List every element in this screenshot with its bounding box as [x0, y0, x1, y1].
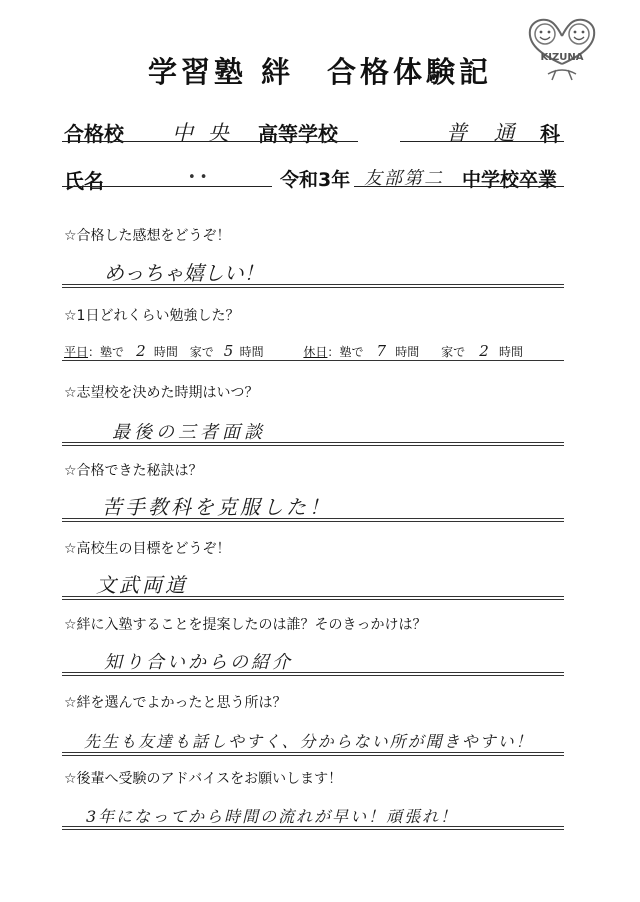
weekday-label: 平日	[64, 345, 89, 359]
question-4: ☆合格できた秘訣は？	[64, 463, 203, 479]
answer-8: 3年になってから時間の流れが早い！頑張れ！	[86, 807, 459, 826]
answer-4: 苦手教科を克服した！	[102, 495, 332, 519]
kizuna-logo	[522, 14, 602, 84]
question-1: ☆合格した感想をどうぞ！	[64, 228, 231, 244]
answer-3: 最後の三者面談	[112, 422, 266, 443]
course-name: 普 通	[446, 121, 525, 145]
course-suffix: 科	[540, 122, 560, 146]
holiday-juku-hours: 7	[376, 342, 387, 360]
question-8: ☆後輩へ受験のアドバイスをお願いします！	[64, 771, 343, 787]
answer-5: 文武両道	[96, 573, 188, 597]
question-5: ☆高校生の目標をどうぞ！	[64, 541, 231, 557]
question-7: ☆絆を選んでよかったと思う所は？	[64, 695, 287, 711]
answer-1: めっちゃ嬉しい！	[104, 261, 264, 285]
school-type: 高等学校	[258, 122, 338, 146]
school-label: 合格校	[64, 122, 124, 146]
holiday-label: 休日	[303, 345, 328, 359]
junior-high-name: 友部第二	[364, 168, 444, 189]
school-name: 中 央	[172, 121, 233, 145]
question-6: ☆絆に入塾することを提案したのは誰？そのきっかけは？	[64, 617, 427, 633]
holiday-home-hours: 2	[479, 342, 489, 360]
answer-7: 先生も友達も話しやすく、分からない所が聞きやすい！	[84, 732, 534, 751]
question-3: ☆志望校を決めた時期はいつ？	[64, 385, 259, 401]
logo-text: KIZUNA	[540, 52, 584, 63]
reiwa-year: 令和3年	[280, 169, 351, 191]
question-2: ☆1日どれくらい勉強した？	[64, 308, 240, 324]
study-hours-row: 平日：塾で 2 時間 家で 5 時間 休日：塾で 7 時間 家で 2 時間	[64, 342, 523, 360]
page-title: 学習塾 絆 合格体験記	[147, 55, 493, 89]
name-value: • •	[188, 170, 208, 185]
weekday-juku-hours: 2	[136, 342, 146, 360]
smiley-hearts-icon	[522, 14, 602, 84]
answer-6: 知り合いからの紹介	[104, 652, 293, 673]
weekday-home-hours: 5	[223, 342, 234, 360]
junior-high-suffix: 中学校卒業	[462, 169, 558, 191]
name-label: 氏名	[64, 169, 104, 193]
